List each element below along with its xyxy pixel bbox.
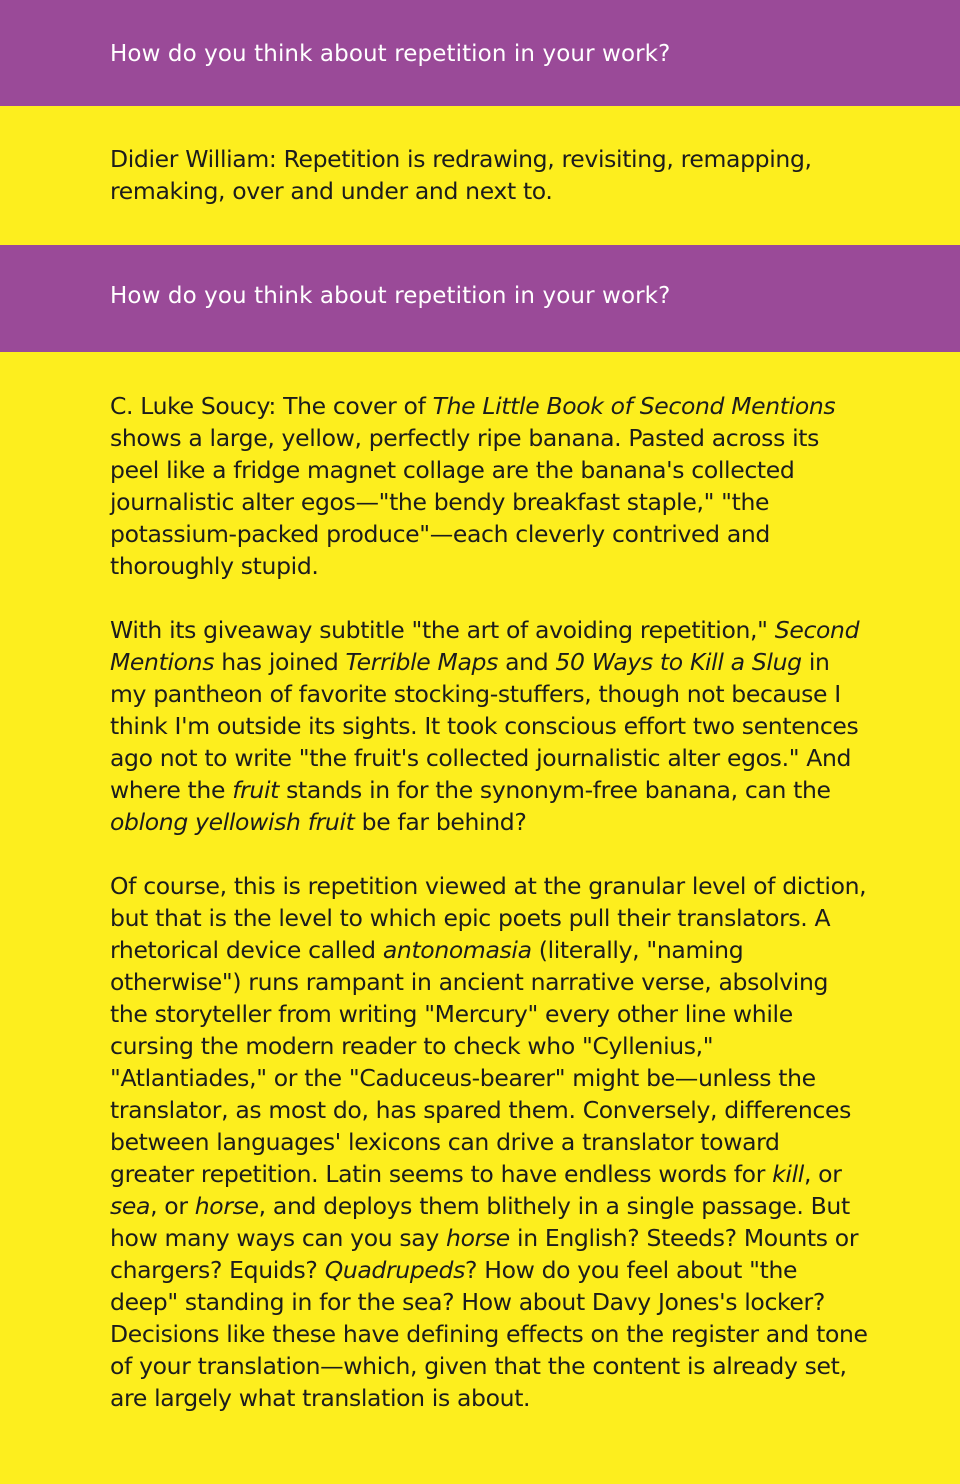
- emphasis: horse: [194, 1192, 259, 1220]
- text-run: in my pantheon of favorite stocking-stuffers, though not because I think I'm outside its sights. It took conscious effort two sentences ago not to write "the fruit's collected journalistic alter egos." And where the: [110, 648, 859, 804]
- book-title: Second Mentions: [110, 616, 860, 676]
- text-run: , or: [803, 1160, 842, 1188]
- emphasis: oblong yellowish fruit: [110, 808, 355, 836]
- answer-band-1: [0, 106, 960, 245]
- answer-paragraph-2: [110, 614, 870, 838]
- question-band-2: [0, 245, 960, 352]
- answer-text-1: Didier William: Repetition is redrawing, revisiting, remapping, remaking, over and under and next to.: [110, 145, 812, 205]
- emphasis: horse: [446, 1224, 510, 1252]
- emphasis: kill: [772, 1160, 804, 1188]
- question-text-2: How do you think about repetition in your work?: [110, 283, 671, 309]
- text-run: (literally, "naming otherwise") runs rampant in ancient narrative verse, absolving the storyteller from writing "Mercury" every other line while cursing the modern reader to check who "Cyllenius," "Atlantiades," or the "Caduceus-bearer" might be—unless the translator, as most do, has spared them. Conversely, differences between languages' lexicons can drive a translator toward greater repetition. Latin seems to have endless words for: [110, 936, 851, 1188]
- question-text-1: How do you think about repetition in your work?: [110, 41, 671, 67]
- book-title: Terrible Maps: [345, 648, 498, 676]
- book-title: The Little Book of Second Mentions: [432, 392, 836, 420]
- text-run: Of course, this is repetition viewed at the granular level of diction, but that is the level to which epic poets pull their translators. A rhetorical device called: [110, 872, 867, 964]
- text-run: ? How do you feel about "the deep" standing in for the sea? How about Davy Jones's locker? Decisions like these have defining effects on the register and tone of your translation—which, given that the content is already set, are largely what translation is about.: [110, 1256, 868, 1412]
- answer-paragraph-3: [110, 870, 870, 1414]
- text-run: With its giveaway subtitle "the art of avoiding repetition,": [110, 616, 775, 644]
- emphasis: sea: [110, 1192, 151, 1220]
- emphasis: fruit: [232, 776, 280, 804]
- text-run: shows a large, yellow, perfectly ripe banana. Pasted across its peel like a fridge magnet collage are the banana's collected journalistic alter egos—"the bendy breakfast staple," "the potassium-packed produce"—each cleverly contrived and thoroughly stupid.: [110, 424, 820, 580]
- answer-band-2: [0, 352, 960, 1484]
- answer-paragraph-1: [110, 390, 870, 582]
- text-run: stands in for the synonym-free banana, can the: [279, 776, 831, 804]
- text-run: , or: [150, 1192, 195, 1220]
- emphasis: Quadrupeds: [324, 1256, 465, 1284]
- text-run: C. Luke Soucy: The cover of: [110, 392, 433, 420]
- emphasis: antonomasia: [382, 936, 532, 964]
- text-run: has joined: [214, 648, 346, 676]
- text-run: in English? Steeds? Mounts or chargers? Equids?: [110, 1224, 859, 1284]
- book-title: 50 Ways to Kill a Slug: [555, 648, 802, 676]
- question-band-1: [0, 0, 960, 106]
- text-run: and: [497, 648, 556, 676]
- text-run: , and deploys them blithely in a single passage. But how many ways can you say: [110, 1192, 850, 1252]
- text-run: be far behind?: [354, 808, 527, 836]
